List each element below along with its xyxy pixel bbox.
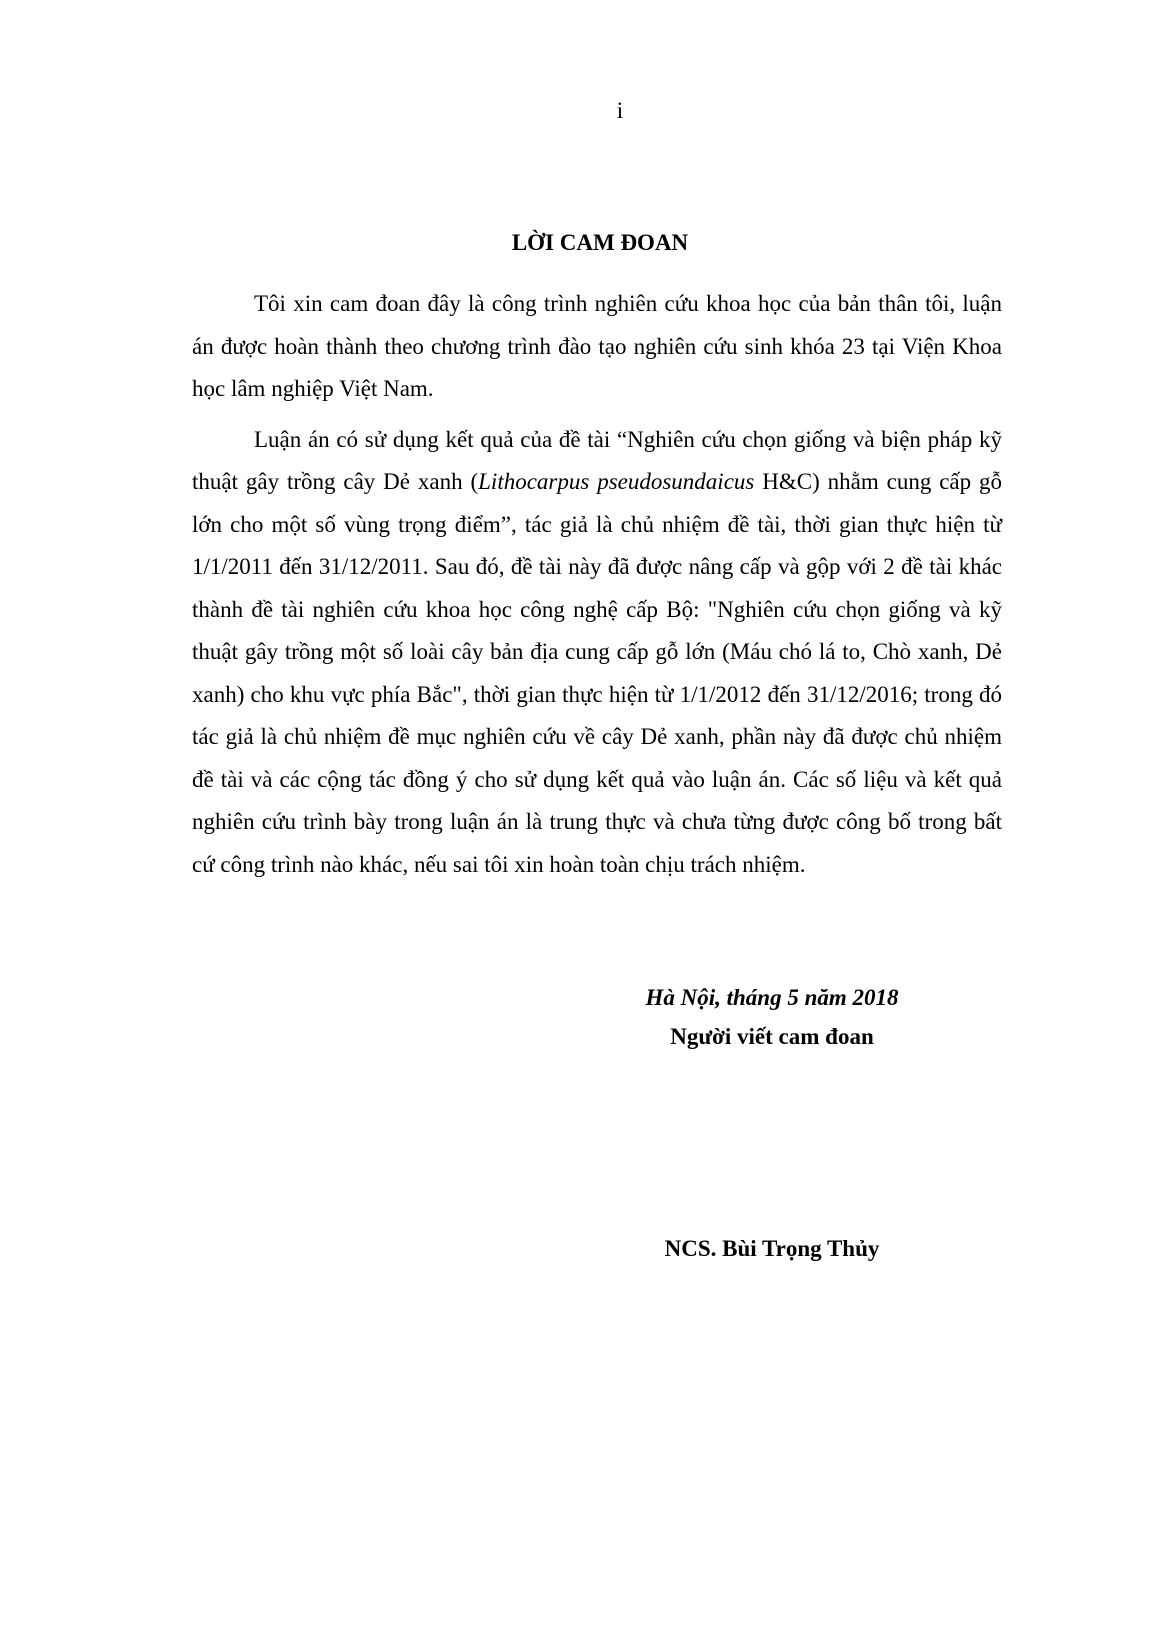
signature-place-date: Hà Nội, tháng 5 năm 2018	[645, 985, 899, 1010]
declaration-body	[192, 283, 1002, 886]
paragraph-2-part-1: Luận án có sử dụng kết quả của đề tài “Nghiên cứu chọn giống và biện pháp kỹ thuật gây trồng cây Dẻ xanh (	[192, 426, 1002, 494]
page-number: i	[616, 98, 624, 123]
signature-role: Người viết cam đoan	[670, 1024, 874, 1049]
page-title: LỜI CAM ĐOAN	[511, 230, 689, 255]
paragraph-2	[192, 419, 1002, 887]
paragraph-1: Tôi xin cam đoan đây là công trình nghiên cứu khoa học của bản thân tôi, luận án được hoàn thành theo chương trình đào tạo nghiên cứu sinh khóa 23 tại Viện Khoa học lâm nghiệp Việt Nam.	[192, 291, 1002, 401]
signature-name: NCS. Bùi Trọng Thủy	[664, 1236, 880, 1261]
paragraph-2-part-2: H&C) nhằm cung cấp gỗ lớn cho một số vùng trọng điểm”, tác giả là chủ nhiệm đề tài, thời gian thực hiện từ 1/1/2011 đến 31/12/2011. Sau đó, đề tài này đã được nâng cấp và gộp với 2 đề tài khác thành đề tài nghiên cứu khoa học công nghệ cấp Bộ: "Nghiên cứu chọn giống và kỹ thuật gây trồng một số loài cây bản địa cung cấp gỗ lớn (Máu chó lá to, Chò xanh, Dẻ xanh) cho khu vực phía Bắc", thời gian thực hiện từ 1/1/2012 đến 31/12/2016; trong đó tác giả là chủ nhiệm đề mục nghiên cứu về cây Dẻ xanh, phần này đã được chủ nhiệm đề tài và các cộng tác đồng ý cho sử dụng kết quả vào luận án. Các số liệu và kết quả nghiên cứu trình bày trong luận án là trung thực và chưa từng được công bố trong bất cứ công trình nào khác, nếu sai tôi xin hoàn toàn chịu trách nhiệm.	[192, 469, 1003, 877]
species-name: Lithocarpus pseudosundaicus	[478, 469, 755, 494]
